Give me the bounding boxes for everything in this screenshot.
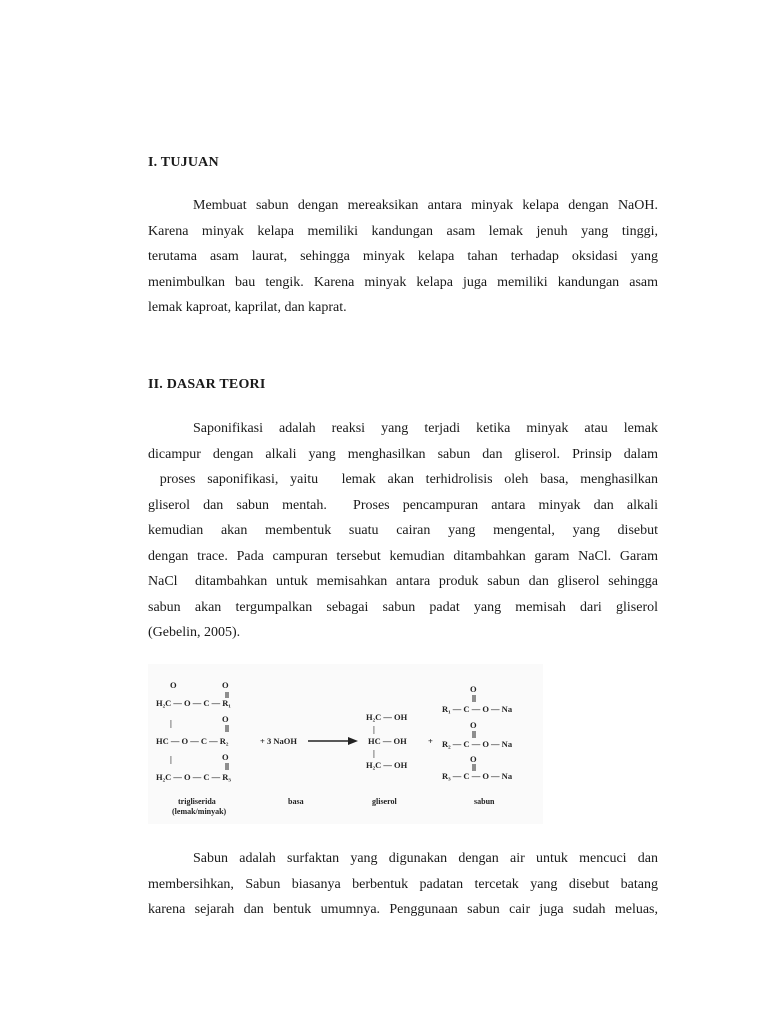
- chem-label: O: [470, 720, 477, 730]
- caption-glycerol: gliserol: [372, 797, 397, 806]
- chem-label: O: [222, 714, 229, 724]
- text-line: NaCl ditambahkan untuk memisahkan antara produk sabun dan gliserol sehingga: [148, 574, 658, 589]
- soap-structure: [442, 684, 513, 781]
- chem-label: |: [170, 754, 172, 764]
- chem-label: O: [470, 684, 477, 694]
- text-line: (Gebelin, 2005).: [148, 625, 241, 640]
- glycerol-structure: [366, 712, 408, 770]
- chem-label: |: [170, 718, 172, 728]
- plus-sign: +: [428, 736, 433, 746]
- triglyceride-structure: [156, 680, 231, 782]
- text-line: Saponifikasi adalah reaksi yang terjadi ketika minyak atau lemak: [193, 421, 658, 436]
- text-line: gliserol dan sabun mentah. Proses pencampuran antara minyak dan alkali: [148, 497, 658, 513]
- paragraph-saponifikasi: [148, 416, 658, 646]
- caption-soap: sabun: [474, 797, 495, 806]
- text-line: lemak kaproat, kaprilat, dan kaprat.: [148, 300, 347, 315]
- chem-label: H₂C — OH: [366, 712, 408, 722]
- paragraph-sabun: [148, 846, 658, 923]
- caption-base: basa: [288, 797, 304, 806]
- chem-label: H₂C — O — C — R₁: [156, 698, 231, 708]
- reaction-diagram: [148, 664, 543, 824]
- saponification-reaction-figure: [148, 664, 543, 824]
- chem-label: |: [373, 748, 375, 758]
- chem-label: O: [170, 680, 177, 690]
- chem-label: HC — OH: [368, 736, 407, 746]
- text-line: Sabun adalah surfaktan yang digunakan dengan air untuk mencuci dan: [193, 851, 658, 866]
- reagent-label: + 3 NaOH: [260, 736, 297, 746]
- text-line: kemudian akan membentuk suatu cairan yang mengental, yang disebut: [148, 523, 658, 538]
- section-heading-dasar-teori: II. DASAR TEORI: [148, 377, 266, 392]
- text-line: dicampur dengan alkali yang menghasilkan sabun dan gliserol. Prinsip dalam: [148, 446, 658, 462]
- chem-label: R₂ — C — O — Na: [442, 739, 513, 749]
- reaction-arrow-head: [348, 737, 358, 745]
- chem-label: H₂C — O — C — R₃: [156, 772, 231, 782]
- text-line: Membuat sabun dengan mereaksikan antara minyak kelapa dengan NaOH.: [193, 198, 658, 213]
- text-line: sabun akan tergumpalkan sebagai sabun padat yang memisah dari gliserol: [148, 599, 658, 615]
- chem-label: R₃ — C — O — Na: [442, 771, 513, 781]
- text-line: membersihkan, Sabun biasanya berbentuk padatan tercetak yang disebut batang: [148, 876, 658, 892]
- chem-label: O: [470, 754, 477, 764]
- chem-label: O: [222, 752, 229, 762]
- text-line: proses saponifikasi, yaitu lemak akan terhidrolisis oleh basa, menghasilkan: [148, 472, 658, 487]
- text-line: karena sejarah dan bentuk umumnya. Penggunaan sabun cair juga sudah meluas,: [148, 902, 658, 917]
- chem-label: O: [222, 680, 229, 690]
- section-heading-tujuan: I. TUJUAN: [148, 155, 219, 170]
- chem-label: |: [373, 724, 375, 734]
- chem-label: H₂C — OH: [366, 760, 408, 770]
- caption-triglyceride: trigliserida: [178, 797, 216, 806]
- text-line: Karena minyak kelapa memiliki kandungan asam lemak jenuh yang tinggi,: [148, 223, 658, 239]
- chem-label: HC — O — C — R₂: [156, 736, 229, 746]
- text-line: terutama asam laurat, sehingga minyak kelapa tahan terhadap oksidasi yang: [148, 249, 658, 264]
- text-line: dengan trace. Pada campuran tersebut kemudian ditambahkan garam NaCl. Garam: [148, 548, 658, 564]
- chem-label: R₁ — C — O — Na: [442, 704, 513, 714]
- text-line: menimbulkan bau tengik. Karena minyak kelapa juga memiliki kandungan asam: [148, 274, 658, 290]
- caption-triglyceride-sub: (lemak/minyak): [172, 807, 227, 816]
- paragraph-tujuan: [148, 193, 658, 321]
